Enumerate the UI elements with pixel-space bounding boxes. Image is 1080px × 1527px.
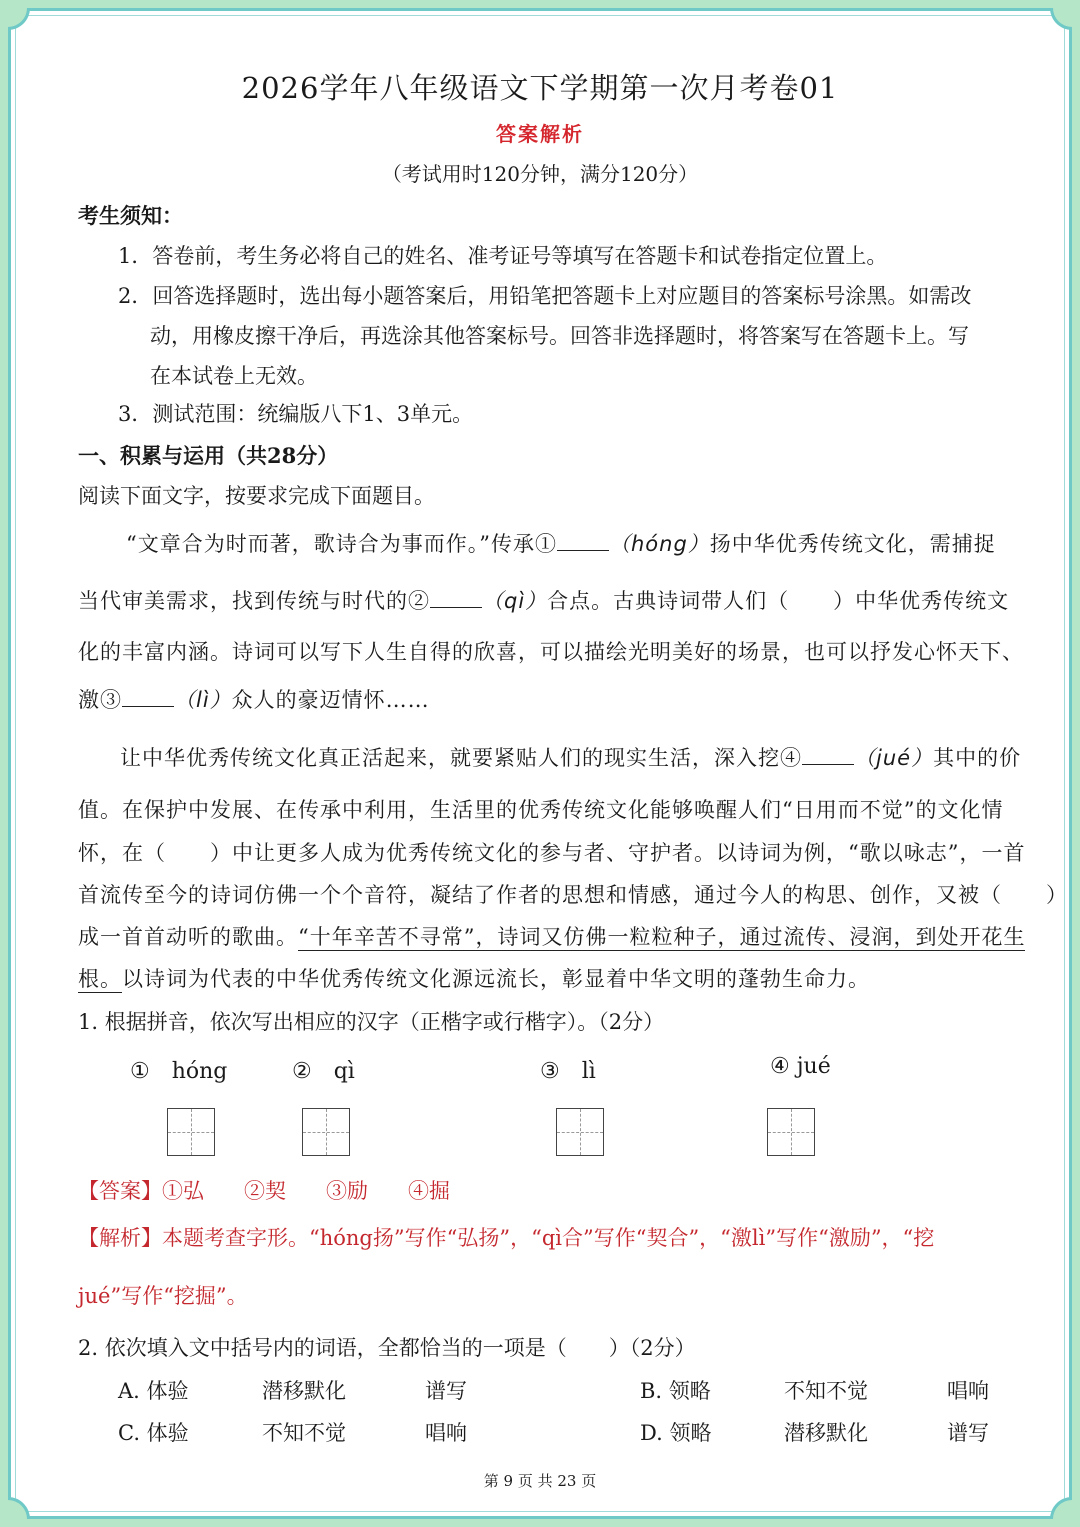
- page-title: 2026学年八年级语文下学期第一次月考卷01: [241, 71, 839, 105]
- notice-item: 1．答卷前，考生务必将自己的姓名、准考证号等填写在答题卡和试卷指定位置上。: [118, 244, 888, 268]
- question-2-stem: 2. 依次填入文中括号内的词语，全都恰当的一项是（ ）（2分）: [78, 1336, 696, 1360]
- passage-text: 让中华优秀传统文化真正活起来，就要紧贴人们的现实生活，深入挖④: [120, 746, 802, 770]
- question-1-stem: 1. 根据拼音，依次写出相应的汉字（正楷字或行楷字）。（2分）: [78, 1010, 665, 1034]
- page-subtitle: 答案解析: [496, 122, 584, 146]
- passage-text: 合点。古典诗词带人们（ ）中华优秀传统文: [547, 589, 1010, 613]
- answer-line: [78, 1175, 490, 1205]
- pinyin-item: ③ lì: [540, 1059, 596, 1084]
- passage-text: 扬中华优秀传统文化，需捕捉: [709, 532, 996, 556]
- passage-text: 众人的豪迈情怀……: [231, 688, 430, 712]
- passage-line: [78, 921, 1025, 951]
- option-c-label[interactable]: C. 体验: [118, 1421, 189, 1445]
- option-a-word: 潜移默化: [262, 1379, 346, 1403]
- frame-corner: [1050, 8, 1072, 30]
- option-c-word: 唱响: [425, 1421, 467, 1445]
- passage-line: [126, 528, 996, 558]
- underlined-sentence: “十年辛苦不寻常”，诗词又仿佛一粒粒种子，通过流传、浸润，到处开花生: [298, 925, 1026, 949]
- passage-line: [78, 684, 430, 714]
- option-a-label[interactable]: A. 体验: [118, 1379, 189, 1403]
- notice-item: 在本试卷上无效。: [150, 364, 318, 388]
- writing-grid-box[interactable]: [302, 1108, 350, 1156]
- analysis-line: [78, 1222, 934, 1252]
- passage-line: [78, 963, 870, 993]
- underlined-sentence: 根。: [78, 967, 122, 991]
- answer-item: ②契: [244, 1179, 286, 1203]
- passage-text: 当代审美需求，找到传统与时代的②: [78, 589, 430, 613]
- passage-line: 怀，在（ ）中让更多人成为优秀传统文化的参与者、守护者。以诗词为例，“歌以咏志”，一首: [78, 841, 1026, 865]
- notice-item: 动，用橡皮擦干净后，再选涂其他答案标号。回答非选择题时，将答案写在答题卡上。写: [150, 324, 969, 348]
- option-d-label[interactable]: D. 领略: [640, 1421, 712, 1445]
- passage-line: 值。在保护中发展、在传承中利用，生活里的优秀传统文化能够唤醒人们“日用而不觉”的文化情: [78, 798, 1004, 822]
- analysis-label: 【解析】: [78, 1226, 162, 1250]
- pinyin-hint: （hóng）: [608, 532, 710, 556]
- pinyin-hint: （lì）: [174, 688, 232, 712]
- notice-heading: 考生须知：: [78, 203, 183, 228]
- pinyin-item: ② qì: [292, 1059, 355, 1084]
- option-d-word: 谱写: [947, 1421, 989, 1445]
- answer-item: ③励: [326, 1179, 368, 1203]
- option-b-word: 不知不觉: [784, 1379, 868, 1403]
- passage-text: “文章合为时而著，歌诗合为事而作。”传承①: [126, 532, 557, 556]
- answer-item: ④掘: [408, 1179, 450, 1203]
- fill-blank: [122, 691, 174, 707]
- passage-text: 成一首首动听的歌曲。: [78, 925, 298, 949]
- notice-item: 2．回答选择题时，选出每小题答案后，用铅笔把答题卡上对应题目的答案标号涂黑。如需改: [118, 284, 972, 308]
- passage-text: 以诗词为代表的中华优秀传统文化源远流长，彰显着中华文明的蓬勃生命力。: [122, 967, 870, 991]
- option-c-word: 不知不觉: [262, 1421, 346, 1445]
- passage-text: 其中的价: [933, 746, 1022, 770]
- frame-corner: [8, 1497, 30, 1519]
- frame-corner: [1050, 1497, 1072, 1519]
- writing-grid-box[interactable]: [767, 1108, 815, 1156]
- analysis-line: jué”写作“挖掘”。: [78, 1284, 248, 1308]
- pinyin-hint: （qì）: [482, 589, 548, 613]
- fill-blank: [557, 535, 609, 551]
- frame-corner: [8, 8, 30, 30]
- section-instruction: 阅读下面文字，按要求完成下面题目。: [78, 484, 435, 508]
- pinyin-item: ① hóng: [130, 1059, 228, 1084]
- fill-blank: [430, 592, 482, 608]
- option-d-word: 潜移默化: [784, 1421, 868, 1445]
- option-a-word: 谱写: [425, 1379, 467, 1403]
- answer-item: ①弘: [162, 1179, 204, 1203]
- notice-item: 3．测试范围：统编版八下1、3单元。: [118, 402, 474, 426]
- writing-grid-box[interactable]: [556, 1108, 604, 1156]
- fill-blank: [802, 749, 854, 765]
- passage-text: 激③: [78, 688, 122, 712]
- pinyin-hint: （jué）: [854, 746, 934, 770]
- passage-line: [120, 742, 1021, 772]
- passage-line: 化的丰富内涵。诗词可以写下人生自得的欣喜，可以描绘光明美好的场景，也可以抒发心怀天下、: [78, 640, 1024, 664]
- writing-grid-box[interactable]: [167, 1108, 215, 1156]
- option-b-word: 唱响: [947, 1379, 989, 1403]
- passage-line: 首流传至今的诗词仿佛一个个音符，凝结了作者的思想和情感，通过今人的构思、创作，又被（ ）: [78, 883, 1068, 907]
- passage-line: [78, 585, 1009, 615]
- pinyin-item: ④ jué: [770, 1054, 831, 1079]
- option-b-label[interactable]: B. 领略: [640, 1379, 711, 1403]
- page-number: 第 9 页 共 23 页: [483, 1472, 597, 1490]
- analysis-text: 本题考查字形。“hóng扬”写作“弘扬”，“qì合”写作“契合”，“激lì”写作“激励”，“挖: [162, 1226, 935, 1250]
- section-heading: 一、积累与运用（共28分）: [78, 443, 339, 468]
- exam-time-note: （考试用时120分钟，满分120分）: [381, 162, 699, 186]
- answer-label: 【答案】: [78, 1179, 162, 1203]
